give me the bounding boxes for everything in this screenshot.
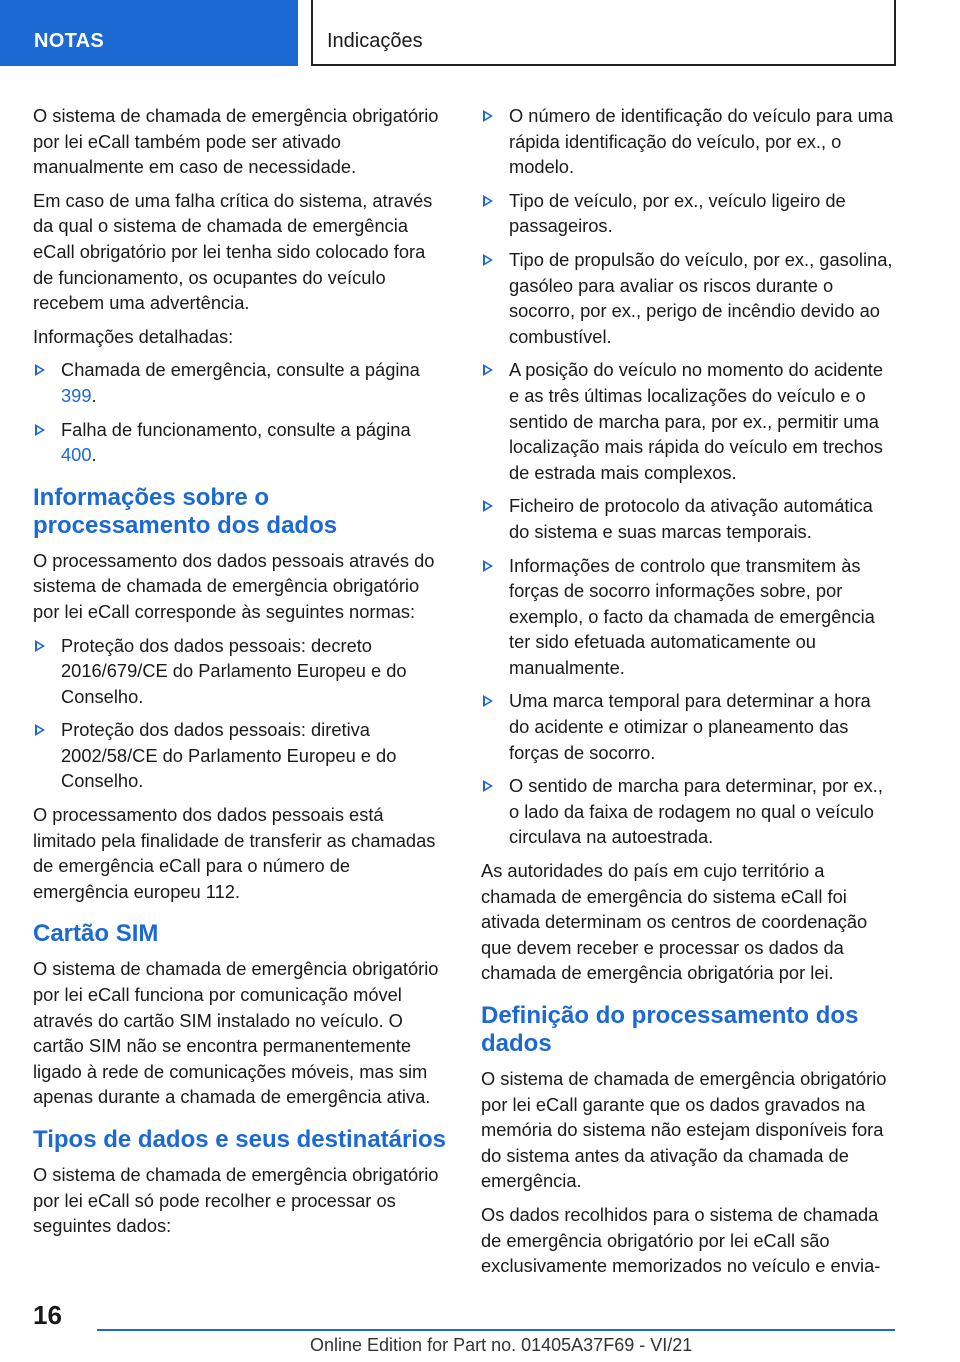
list-item-suffix: . — [91, 384, 97, 406]
list-item — [481, 103, 896, 180]
triangle-bullet-icon — [483, 364, 493, 376]
list-item — [481, 773, 896, 850]
paragraph: O processamento dos dados pessoais está limitado pela finalidade de transferir as chamadas de emergência eCall para o número de emergência europeu 112. — [33, 804, 436, 902]
edition-label: Online Edition for Part no. 01405A37F69 - VI/21 — [310, 1335, 693, 1355]
section-label: NOTAS — [34, 30, 105, 52]
paragraph: O sistema de chamada de emergência obrigatório por lei eCall só pode recolher e processar os seguintes dados: — [33, 1164, 439, 1237]
list-item — [33, 417, 448, 468]
section-heading: Cartão SIM — [33, 920, 159, 948]
paragraph: O sistema de chamada de emergência obrigatório por lei eCall garante que os dados gravados na memória do sistema não estejam disponíveis fora do sistema antes da ativação da chamada de emergência. — [481, 1068, 887, 1192]
footer-divider — [97, 1329, 895, 1331]
triangle-bullet-icon — [483, 500, 493, 512]
right-column — [481, 103, 896, 1287]
list-item-text: Ficheiro de protocolo da ativação automática do sistema e suas marcas temporais. — [509, 495, 873, 542]
left-column — [33, 103, 448, 1247]
list-item-text: A posição do veículo no momento do acidente e as três últimas localizações do veículo e o sentido de marcha para, por ex., permitir uma localização mais rápida do veículo em trechos de estrada mais complexos. — [509, 359, 883, 483]
list-item-text: Uma marca temporal para determinar a hora do acidente e otimizar o planeamento das forças de socorro. — [509, 690, 871, 763]
triangle-bullet-icon — [35, 364, 45, 376]
list-item-text: Chamada de emergência, consulte a página — [61, 359, 420, 381]
list-item-text: Informações de controlo que transmitem às forças de socorro informações sobre, por exemplo, o facto da chamada de emergência ter sido efetuada automaticamente ou manualmente. — [509, 554, 875, 678]
section-heading: Tipos de dados e seus destinatários — [33, 1126, 447, 1153]
paragraph: Em caso de uma falha crítica do sistema, através da qual o sistema de chamada de emergência eCall obrigatório por lei tenha sido colocado fora de funcionamento, os ocupantes do veículo recebem uma advertência. — [33, 189, 433, 314]
triangle-bullet-icon — [483, 110, 493, 122]
list-item — [481, 247, 896, 349]
list-item-text: O número de identificação do veículo para uma rápida identificação do veículo, por ex., o modelo. — [509, 105, 894, 178]
paragraph: O sistema de chamada de emergência obrigatório por lei eCall também pode ser ativado manualmente em caso de necessidade. — [33, 105, 439, 178]
triangle-bullet-icon — [483, 254, 493, 266]
paragraph: O processamento dos dados pessoais através do sistema de chamada de emergência obrigatório por lei eCall corresponde às seguintes normas: — [33, 549, 435, 622]
chapter-title: Indicações — [327, 30, 423, 52]
list-item — [33, 633, 448, 710]
section-heading: Informações sobre o processamento dos dados — [33, 483, 338, 539]
triangle-bullet-icon — [35, 424, 45, 436]
paragraph: As autoridades do país em cujo território a chamada de emergência do sistema eCall foi ativada determinam os centros de coordenação que devem receber e processar os dados da chamada de emergência obrigatória por lei. — [481, 860, 868, 984]
section-tab — [0, 0, 298, 66]
list-item — [481, 688, 896, 765]
data-types-list — [481, 103, 896, 850]
page-link[interactable]: 399 — [61, 384, 92, 406]
chapter-header — [311, 0, 896, 66]
triangle-bullet-icon — [35, 724, 45, 736]
list-item — [33, 357, 448, 408]
list-item-text: Falha de funcionamento, consulte a página — [61, 418, 411, 440]
triangle-bullet-icon — [483, 780, 493, 792]
list-item-text: Proteção dos dados pessoais: diretiva 2002/58/CE do Parlamento Europeu e do Conselho. — [61, 719, 397, 792]
list-item-suffix: . — [91, 444, 97, 466]
page-link[interactable]: 400 — [61, 444, 92, 466]
list-item-text: O sentido de marcha para determinar, por ex., o lado da faixa de rodagem no qual o veículo circulava na autoestrada. — [509, 775, 883, 848]
triangle-bullet-icon — [483, 560, 493, 572]
paragraph: Informações detalhadas: — [33, 325, 234, 347]
triangle-bullet-icon — [483, 695, 493, 707]
list-item-text: Proteção dos dados pessoais: decreto 2016/679/CE do Parlamento Europeu e do Conselho. — [61, 634, 407, 707]
list-item-text: Tipo de propulsão do veículo, por ex., gasolina, gasóleo para avaliar os riscos durante o socorro, por ex., perigo de incêndio devido ao combustível. — [509, 248, 893, 347]
norms-list — [33, 633, 448, 795]
list-item — [33, 717, 448, 794]
reference-list — [33, 357, 448, 467]
page-number: 16 — [33, 1300, 62, 1330]
paragraph: Os dados recolhidos para o sistema de chamada de emergência obrigatório por lei eCall são exclusivamente memorizados no veículo e envia- — [481, 1203, 881, 1277]
list-item — [481, 553, 896, 681]
paragraph: O sistema de chamada de emergência obrigatório por lei eCall funciona por comunicação móvel através do cartão SIM instalado no veículo. O cartão SIM não se encontra permanentemente ligado à rede de comunicações móveis, mas sim apenas durante a chamada de emergência ativa. — [33, 958, 439, 1108]
list-item — [481, 188, 896, 239]
triangle-bullet-icon — [483, 195, 493, 207]
list-item-text: Tipo de veículo, por ex., veículo ligeiro de passageiros. — [509, 189, 846, 237]
list-item — [481, 493, 896, 544]
list-item — [481, 357, 896, 485]
section-heading: Definição do processamento dos dados — [481, 1002, 859, 1057]
triangle-bullet-icon — [35, 640, 45, 652]
